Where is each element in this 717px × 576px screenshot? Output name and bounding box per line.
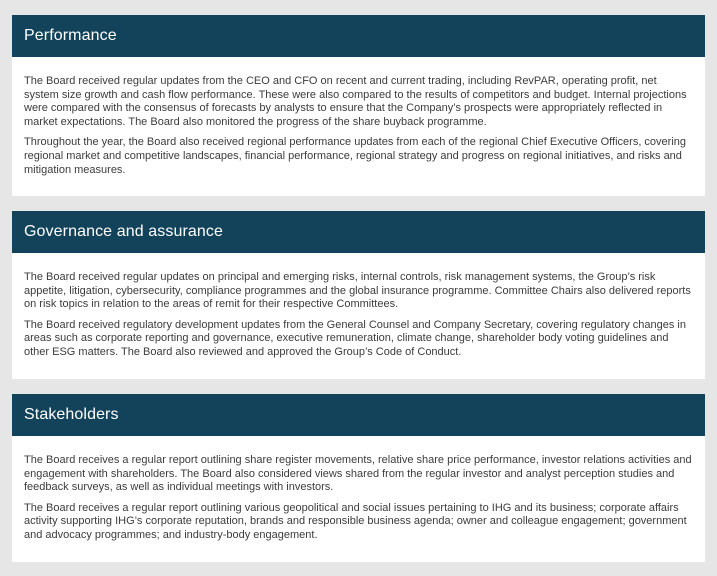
section-header <box>12 394 705 436</box>
governance-section <box>12 211 705 379</box>
section-body <box>12 253 705 360</box>
paragraph: The Board receives a regular report outlining various geopolitical and social issues pertaining to IHG and its business; corporate affairs activity supporting IHG’s corporate reputation, brands and responsible business agenda; owner and colleague engagement; government and advocacy programmes; and industry-body engagement. <box>24 501 687 541</box>
section-title: Governance and assurance <box>24 223 223 240</box>
performance-section <box>12 15 705 196</box>
section-header <box>12 211 705 253</box>
section-title: Performance <box>24 27 117 44</box>
paragraph: The Board received regulatory development updates from the General Counsel and Company Secretary, covering regulatory changes in areas such as corporate reporting and governance, executive remuneration, climate change, shareholder body voting guidelines and other ESG matters. The Board also reviewed and approved the Group’s Code of Conduct. <box>24 318 686 358</box>
section-title: Stakeholders <box>24 406 119 423</box>
paragraph: The Board received regular updates from the CEO and CFO on recent and current trading, including RevPAR, operating profit, net system size growth and cash flow performance. These were also compared to the results of competitors and budget. Internal projections were compared with the consensus of forecasts by analysts to ensure that the Company’s prospects were appropriately reflected in market expectations. The Board also monitored the progress of the share buyback programme. <box>24 75 687 128</box>
section-header <box>12 15 705 57</box>
paragraph: Throughout the year, the Board also received regional performance updates from each of the regional Chief Executive Officers, covering regional market and competitive landscapes, financial performance, regional strategy and progress on regional initiatives, and risks and mitigation measures. <box>24 136 687 176</box>
section-body <box>12 57 705 177</box>
stakeholders-section <box>12 394 705 562</box>
paragraph: The Board receives a regular report outlining share register movements, relative share price performance, investor relations activities and engagement with shareholders. The Board also considered views shared from the regular investor and analyst perception studies and feedback surveys, as well as individual meetings with investors. <box>24 454 692 494</box>
paragraph: The Board received regular updates on principal and emerging risks, internal controls, risk management systems, the Group’s risk appetite, litigation, cybersecurity, compliance programmes and the global insurance programme. Committee Chairs also delivered reports on risk topics in relation to the areas of remit for their respective Committees. <box>24 271 691 311</box>
section-body <box>12 436 705 543</box>
